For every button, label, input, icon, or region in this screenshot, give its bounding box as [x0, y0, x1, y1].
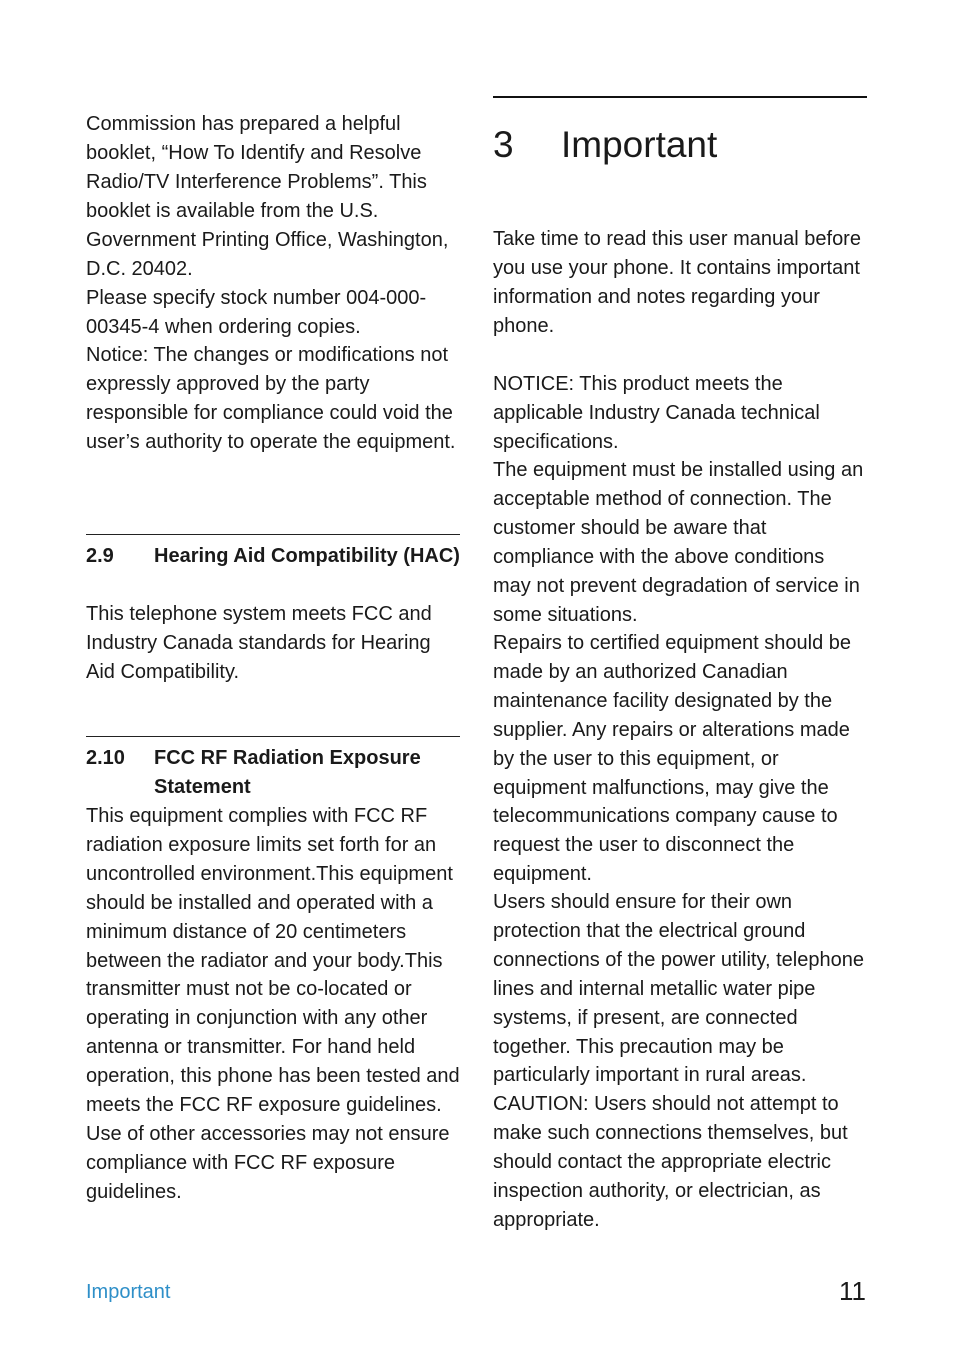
chapter-title: Important — [561, 124, 718, 165]
industry-canada-notice: NOTICE: This product meets the applicable Industry Canada technical specifications. — [493, 373, 820, 453]
section-title: Hearing Aid Compatibility (HAC) — [154, 545, 460, 567]
grounding-paragraph: Users should ensure for their own protection that the electrical ground connections of the power utility, telephone lines and internal metallic water pipe systems, if present, are connected together. This precaution may be particularly important in rural areas. — [493, 891, 864, 1087]
section-number: 2.10 — [86, 747, 125, 769]
notice-paragraph: Notice: The changes or modifications not expressly approved by the party responsible for compliance could void the user’s authority to operate the equipment. — [86, 344, 456, 453]
installation-paragraph: The equipment must be installed using an acceptable method of connection. The customer should be aware that compliance with the above conditions may not prevent degradation of service in some situations. — [493, 459, 864, 626]
section-divider — [86, 534, 460, 535]
section-heading-2-10 — [86, 744, 460, 802]
caution-paragraph: CAUTION: Users should not attempt to make such connections themselves, but should contact the appropriate electric inspection authority, or electrician, as appropriate. — [493, 1093, 848, 1231]
intro-paragraph: Commission has prepared a helpful booklet, “How To Identify and Resolve Radio/TV Interference Problems”. This booklet is available from the U.S. Government Printing Office, Washington, D.C. 20402. — [86, 113, 449, 280]
hac-paragraph: This telephone system meets FCC and Industry Canada standards for Hearing Aid Compatibility. — [86, 603, 432, 683]
rf-exposure-paragraph: This equipment complies with FCC RF radiation exposure limits set forth for an uncontrolled environment.This equipment should be installed and operated with a minimum distance of 20 centimeters between the radiator and your body.This transmitter must not be co-located or operating in conjunction with any other antenna or transmitter. For hand held operation, this phone has been tested and meets the FCC RF exposure guidelines. Use of other accessories may not ensure compliance with FCC RF exposure guidelines. — [86, 805, 460, 1203]
section-number: 2.9 — [86, 545, 114, 567]
chapter-number: 3 — [493, 124, 514, 165]
chapter-heading — [493, 124, 717, 166]
intro-paragraph: Take time to read this user manual before you use your phone. It contains important information and notes regarding your phone. — [493, 228, 861, 337]
chapter-rule — [493, 96, 867, 98]
section-heading-2-9 — [86, 542, 460, 571]
footer-section-label: Important — [86, 1281, 171, 1303]
page-number: 11 — [839, 1276, 866, 1306]
repairs-paragraph: Repairs to certified equipment should be made by an authorized Canadian maintenance facility designated by the supplier. Any repairs or alterations made by the user to this equipment, or equipment malfunctions, may give the telecommunications company cause to request the user to disconnect the equipment. — [493, 632, 851, 886]
stock-number-paragraph: Please specify stock number 004-000-00345-4 when ordering copies. — [86, 287, 427, 338]
section-divider — [86, 736, 460, 737]
section-title: FCC RF Radiation Exposure Statement — [154, 747, 421, 798]
